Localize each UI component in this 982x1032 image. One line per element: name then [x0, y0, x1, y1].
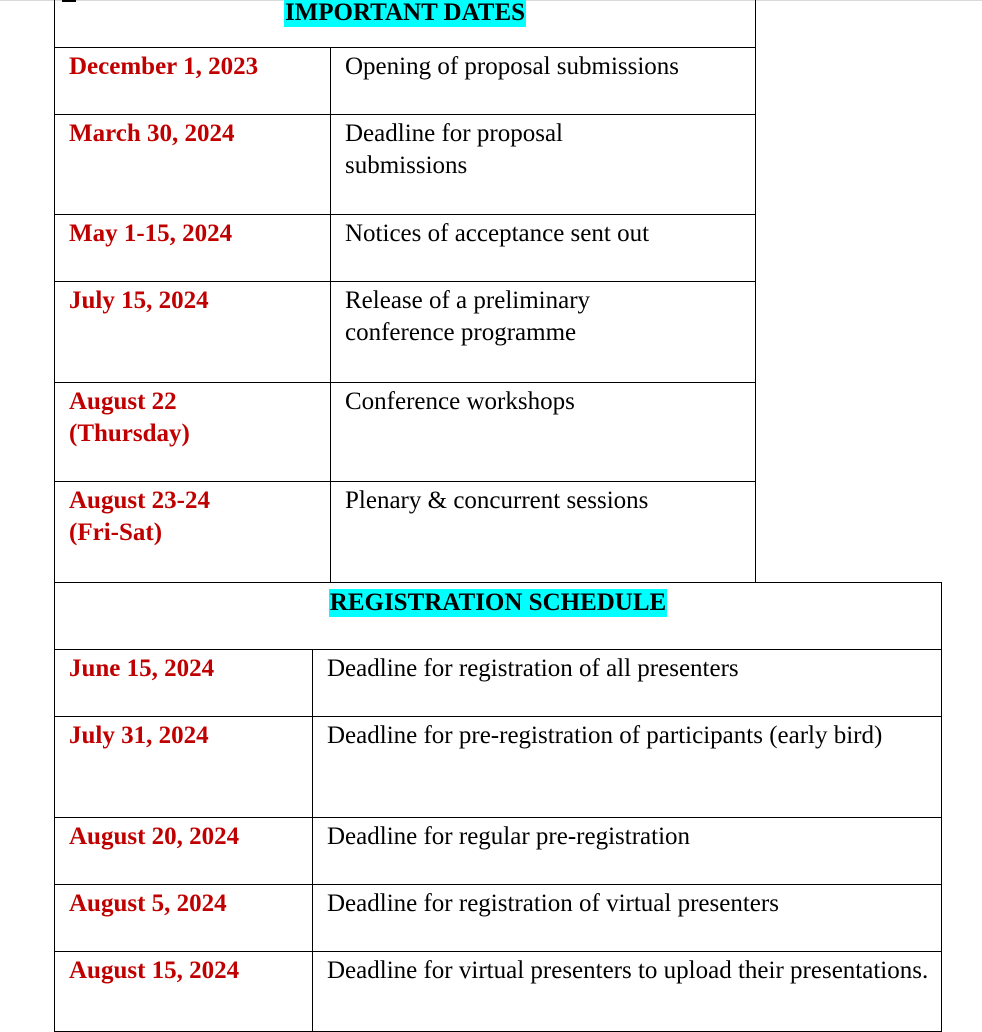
important-dates-heading: IMPORTANT DATES	[284, 0, 526, 26]
important-dates-header-row	[55, 0, 756, 47]
event-cell: Plenary & concurrent sessions	[331, 481, 756, 582]
event-cell: Deadline for registration of virtual presenters	[313, 885, 942, 952]
event-cell: Release of a preliminary conference programme	[331, 281, 756, 382]
table-row	[55, 650, 942, 717]
event-cell: Deadline for proposal submissions	[331, 114, 756, 214]
date-cell: June 15, 2024	[55, 650, 313, 717]
registration-header-cell	[55, 583, 942, 650]
event-cell: Deadline for virtual presenters to upload their presentations.	[313, 952, 942, 1032]
table-row	[55, 481, 756, 582]
date-cell: March 30, 2024	[55, 114, 331, 214]
important-dates-header-cell	[55, 0, 756, 47]
date-cell: July 15, 2024	[55, 281, 331, 382]
date-cell: May 1-15, 2024	[55, 214, 331, 281]
date-cell: August 15, 2024	[55, 952, 313, 1032]
date-cell: August 5, 2024	[55, 885, 313, 952]
event-cell: Deadline for pre-registration of participants (early bird)	[313, 717, 942, 818]
date-cell: August 20, 2024	[55, 818, 313, 885]
table-row	[55, 952, 942, 1032]
table-row	[55, 214, 756, 281]
table-row	[55, 717, 942, 818]
table-row	[55, 114, 756, 214]
table-row	[55, 885, 942, 952]
registration-header-row	[55, 583, 942, 650]
date-cell: August 23-24 (Fri-Sat)	[55, 481, 331, 582]
registration-schedule-table	[54, 582, 942, 1032]
registration-schedule-heading: REGISTRATION SCHEDULE	[329, 589, 667, 616]
table-row	[55, 818, 942, 885]
date-cell: December 1, 2023	[55, 47, 331, 114]
event-cell: Deadline for regular pre-registration	[313, 818, 942, 885]
event-cell: Opening of proposal submissions	[331, 47, 756, 114]
table-row	[55, 47, 756, 114]
event-cell: Notices of acceptance sent out	[331, 214, 756, 281]
event-cell: Conference workshops	[331, 382, 756, 481]
date-cell: July 31, 2024	[55, 717, 313, 818]
important-dates-table	[54, 0, 756, 583]
date-cell: August 22 (Thursday)	[55, 382, 331, 481]
event-cell: Deadline for registration of all presenters	[313, 650, 942, 717]
table-row	[55, 281, 756, 382]
table-row	[55, 382, 756, 481]
